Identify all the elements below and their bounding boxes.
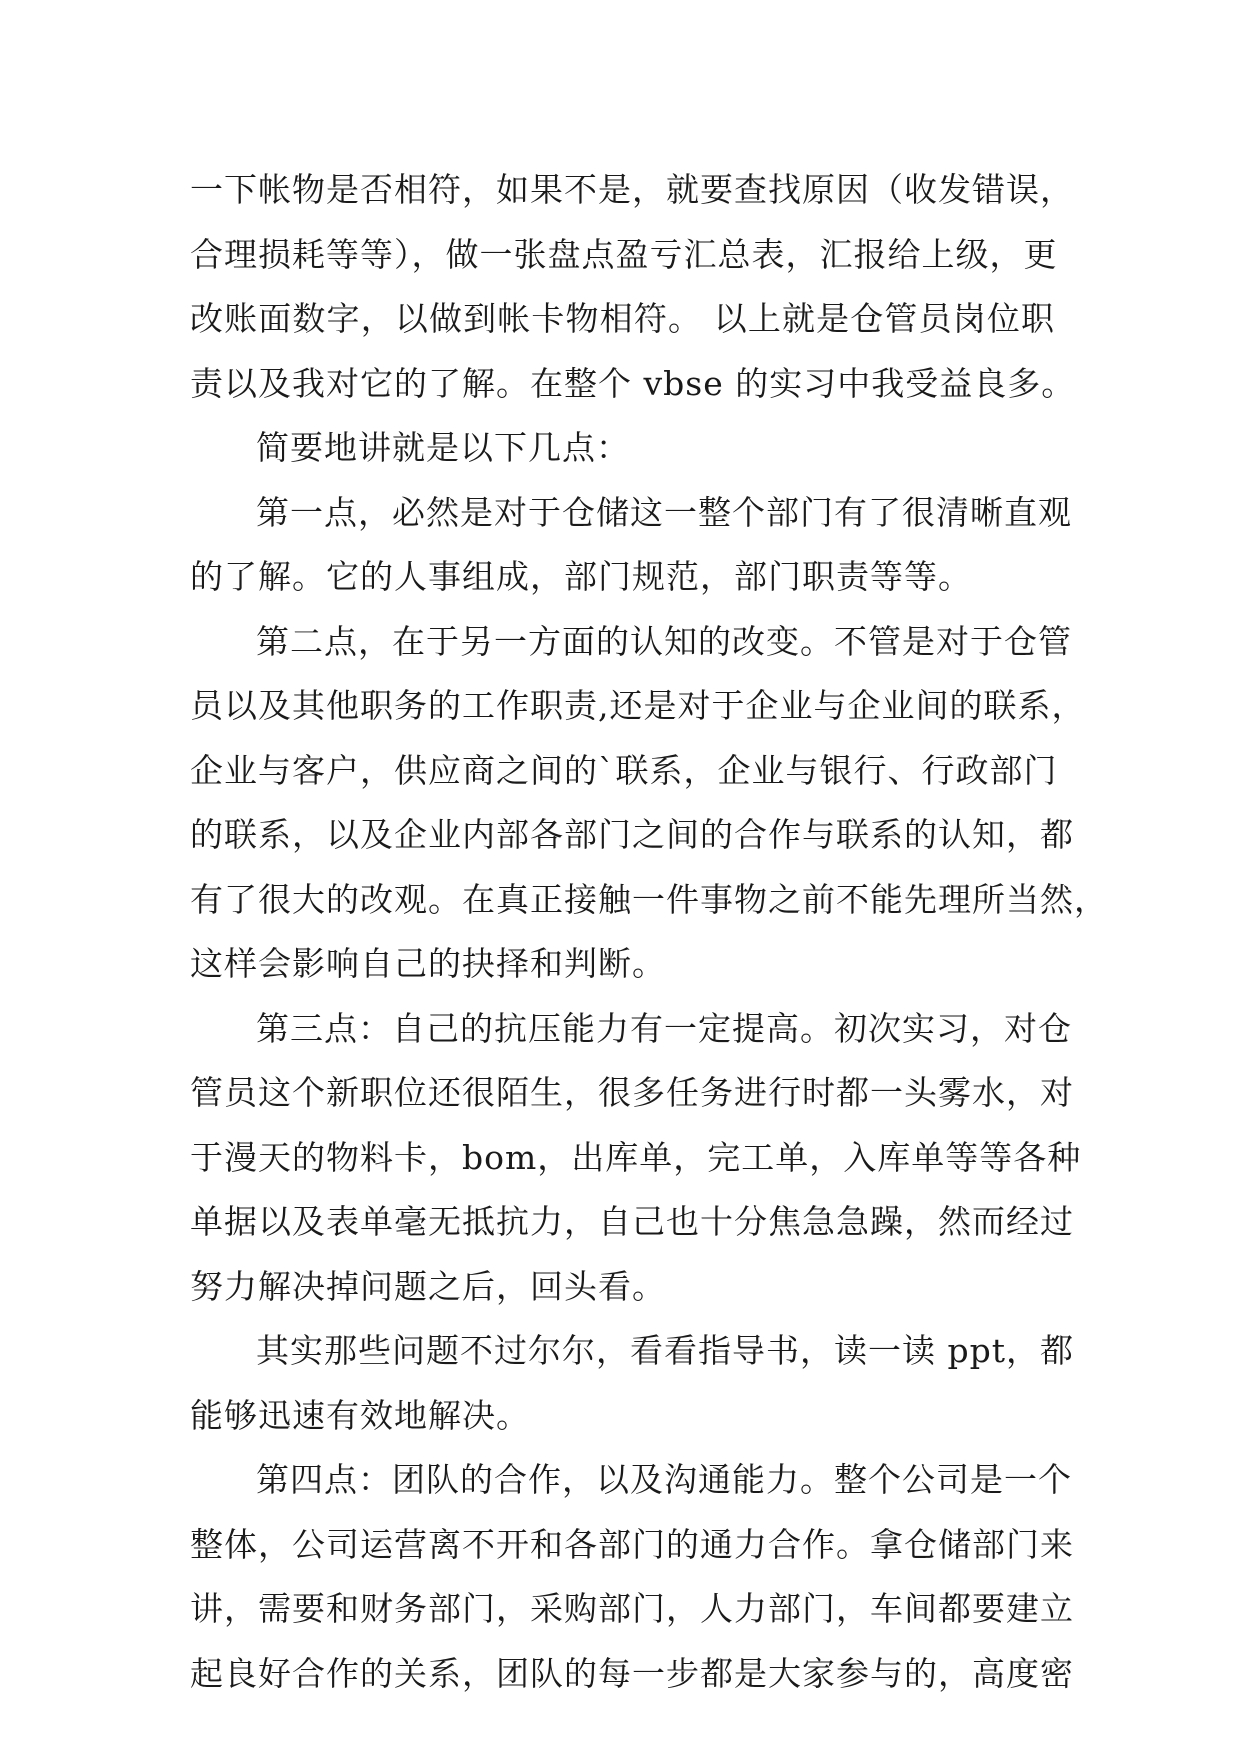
- paragraph-start-line: 第四点：团队的合作，以及沟通能力。整个公司是一个: [256, 1460, 1072, 1499]
- text-line: 员以及其他职务的工作职责,还是对于企业与企业间的联系，: [190, 686, 1086, 725]
- text-line: 于漫天的物料卡，bom，出库单，完工单，入库单等等各种: [190, 1137, 1082, 1177]
- text-line: 讲，需要和财务部门，采购部门，人力部门，车间都要建立: [190, 1589, 1074, 1628]
- text-line: 有了很大的改观。在真正接触一件事物之前不能先理所当然，: [190, 879, 1108, 919]
- text-line: 整体，公司运营离不开和各部门的通力合作。拿仓储部门来: [190, 1524, 1074, 1564]
- text-line: 的联系，以及企业内部各部门之间的合作与联系的认知，都: [190, 815, 1074, 854]
- text-line: 企业与客户，供应商之间的`联系，企业与银行、行政部门: [190, 750, 1058, 790]
- body-text: [190, 158, 1108, 1706]
- text-line: 努力解决掉问题之后，回头看。: [190, 1266, 666, 1306]
- text-line: 责以及我对它的了解。在整个 vbse 的实习中我受益良多。: [190, 363, 1076, 403]
- text-line: 改账面数字，以做到帐卡物相符。 以上就是仓管员岗位职: [190, 299, 1055, 338]
- text-line: 单据以及表单毫无抵抗力，自己也十分焦急急躁，然而经过: [190, 1202, 1074, 1241]
- text-line: 能够迅速有效地解决。: [190, 1395, 530, 1435]
- text-line: 管员这个新职位还很陌生，很多任务进行时都一头雾水，对: [190, 1073, 1074, 1112]
- text-line: 起良好合作的关系，团队的每一步都是大家参与的，高度密: [190, 1653, 1074, 1693]
- text-line: 一下帐物是否相符，如果不是，就要查找原因（收发错误，: [190, 170, 1074, 209]
- paragraph-start-line: 第二点，在于另一方面的认知的改变。不管是对于仓管: [256, 621, 1072, 661]
- paragraph-start-line: 简要地讲就是以下几点：: [256, 428, 630, 467]
- text-line: 的了解。它的人事组成，部门规范，部门职责等等。: [190, 557, 972, 596]
- text-line: 合理损耗等等），做一张盘点盈亏汇总表，汇报给上级，更: [190, 234, 1058, 274]
- text-line: 这样会影响自己的抉择和判断。: [190, 944, 666, 983]
- paragraph-start-line: 其实那些问题不过尔尔，看看指导书，读一读 ppt，都: [256, 1331, 1074, 1370]
- paragraph-start-line: 第三点：自己的抗压能力有一定提高。初次实习，对仓: [256, 1008, 1072, 1048]
- paragraph-start-line: 第一点，必然是对于仓储这一整个部门有了很清晰直观: [256, 492, 1072, 532]
